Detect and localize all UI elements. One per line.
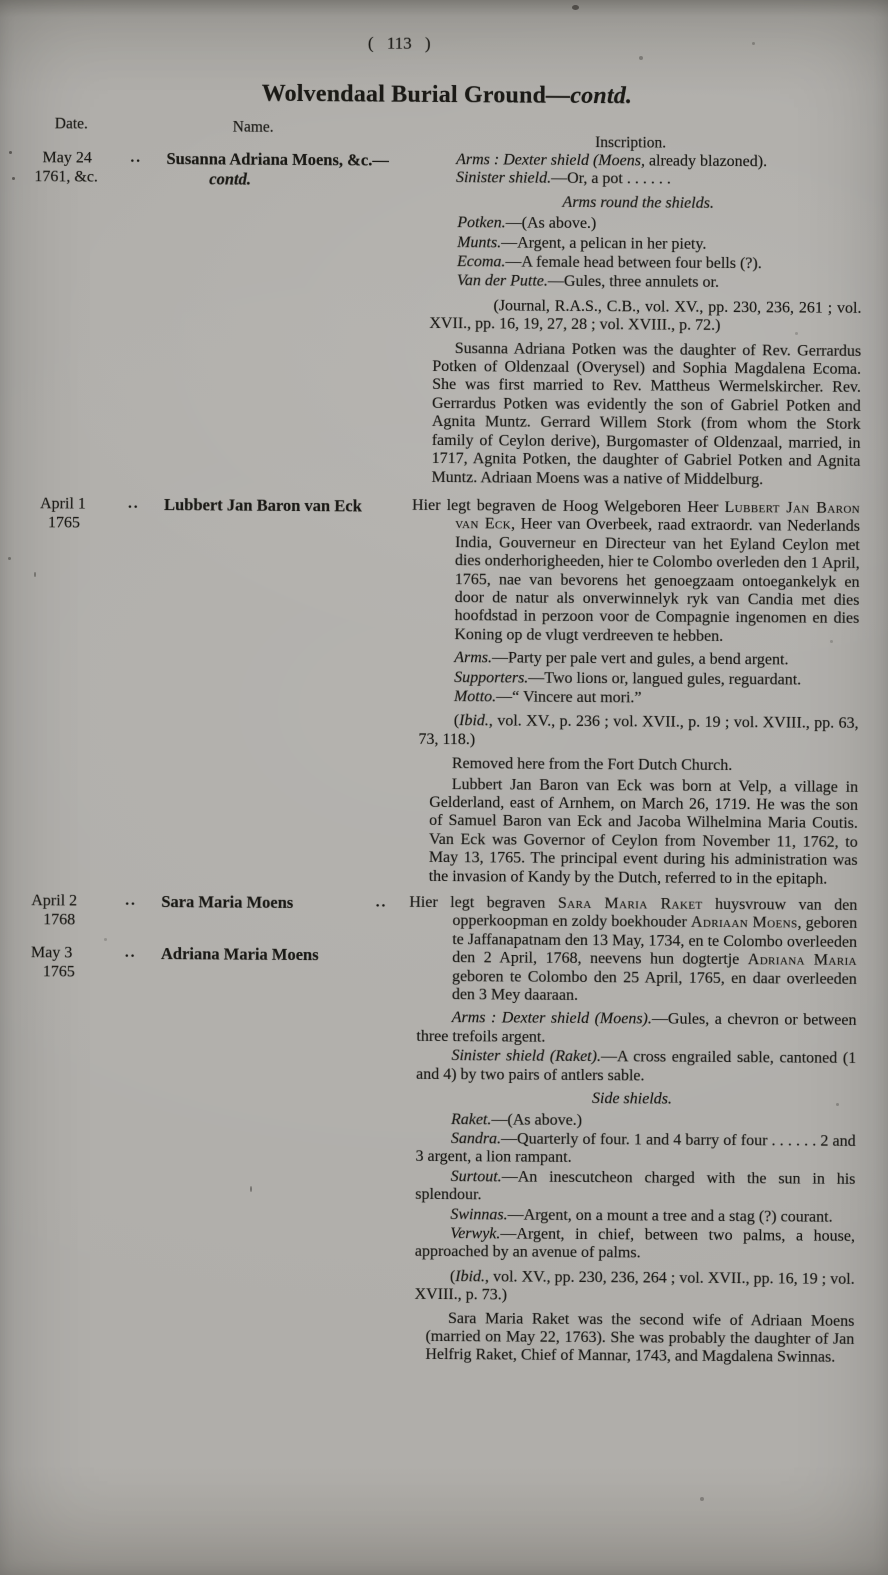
blazon-text: —“ Vincere aut mori.” [496, 688, 642, 707]
epitaph-text: Hier legt begraven [409, 893, 558, 912]
entry2-supporters [419, 668, 859, 689]
entry1-date [32, 148, 130, 188]
entry3-date1-line2: 1768 [43, 911, 76, 929]
page-title-contd: —contd. [546, 82, 633, 110]
entry2-citation [418, 712, 858, 752]
blazon-term: Surtout. [450, 1167, 502, 1186]
entry3-leader-dots1: .. [125, 892, 137, 909]
entry-susanna-adriana-moens [30, 148, 862, 490]
citation-ibid: Ibid. [455, 1267, 486, 1286]
epitaph-smallcaps-name: Lubbert Jan Baron van Eck [455, 498, 861, 533]
blazon-term: Swinnas. [450, 1205, 508, 1223]
entry1-name-contd: contd. [209, 168, 252, 189]
blazon-term: Ecoma. [456, 253, 506, 271]
blazon-text: —(As above.) [491, 1110, 583, 1129]
entry3-arms-sinister [416, 1047, 856, 1087]
entry3-blazon-swinnas [415, 1205, 855, 1226]
entry2-leader-dots: .. [128, 495, 140, 512]
citation-text: , vol. XV., p. 236 ; vol. XVII., p. 19 ; vol. XVIII., pp. 63, 73, 118.) [418, 712, 859, 749]
blazon-text: —Two lions or, langued gules, reguardant. [528, 669, 802, 689]
blazon-term: Arms. [454, 649, 493, 667]
entry1-date-line2: 1761, &c. [34, 168, 98, 186]
blazon-term: Verwyk. [450, 1224, 501, 1243]
entry3-row1 [27, 891, 409, 932]
entry1-name-line1: Susanna Adriana Moens, &c.— [166, 149, 389, 170]
entry1-arms-roman: already blazoned). [644, 152, 768, 171]
entry2-date [30, 494, 128, 533]
entry1-biography: Susanna Adriana Potken was the daughter of Rev. Gerrardus Potken of Oldenzaal (Overysel) and Sophia Magdalena Ecoma. She was first married to Rev. Mattheus Wermelskircher. Rev. Gerrardus Potken was evidently the son of Gabriel Potken and Agnita Muntz. Gerrard Willem Stork (from whom the Stork family of Ceylon derive), Burgomaster of Oldenzaal, married, in 1717, Agnita Potken, the daughter of Gabriel Potken and Agnita Muntz. Adriaan Moens was a native of Middelburg. [431, 339, 862, 488]
blazon-text: —Argent, a pelican in her piety. [501, 234, 707, 253]
scan-speck [8, 557, 11, 560]
entry3-date2 [27, 943, 125, 982]
blazon-text: —A cross engrailed sable, cantoned (1 and 4) by two pairs of antlers sable. [416, 1048, 857, 1085]
entry1-name [166, 149, 414, 190]
citation-paren: ( [449, 1267, 456, 1285]
entry2-inscription [409, 497, 860, 889]
column-headers [3, 115, 888, 152]
entry3-name1 [161, 892, 409, 932]
citation-ibid: Ibid. [459, 712, 489, 730]
entry2-date-line2: 1765 [47, 514, 81, 532]
blazon-term: Arms : Dexter shield (Moens). [451, 1009, 652, 1028]
entry3-biography: Sara Maria Raket was the second wife of Adriaan Moens (married on May 22, 1763). She was probably the daughter of Jan Helfrig Raket, Chief of Mannar, 1743, and Magdalena Swinnas. [425, 1309, 855, 1367]
entry3-blazon-surtout [415, 1168, 855, 1208]
register-entries [0, 148, 888, 1368]
entry2-note-removed: Removed here from the Fort Dutch Church. [451, 755, 733, 775]
entry1-arms-line [414, 151, 862, 191]
entry3-blazon-raket [416, 1110, 856, 1131]
entry3-row2 [27, 943, 409, 984]
entry1-center-heading: Arms round the shields. [562, 193, 714, 212]
entry2-name-line1: Lubbert Jan Baron van Eck [164, 494, 362, 516]
blazon-text: —Party per pale vert and gules, a bend argent. [491, 649, 789, 669]
entry1-blazon-vanderputte [422, 272, 862, 293]
scan-speck [12, 177, 15, 180]
epitaph-text: geboren te Colombo den 25 April, 1765, en daar overleeden den 3 Mey daaraan. [451, 967, 857, 1005]
epitaph-text: , Heer van Overbeek, raad extraordr. van Nederlands India, Gouverneur en Directeur van het Eyland Ceylon met dies onderhorigheeden, hier te Colombo overleden den 1 April, 1765, nae van bevorens het genoegzaam ontoegankelyk en door de natur als onverwinnelyk ryk van Candia met dies hoofdstad in perzoon voor de Compagnie ingenomen en dies Koning op de vlugt verdreeven te hebben. [454, 515, 861, 645]
entry1-inscription [412, 151, 862, 490]
entry3-date1-line1: April 2 [31, 892, 78, 910]
citation-text: , vol. XV., pp. 230, 236, 264 ; vol. XVII., pp. 16, 19 ; vol. XVIII., p. 73.) [414, 1268, 855, 1304]
entry3-citation [415, 1268, 855, 1308]
epitaph-smallcaps-name: Adriaan Moens [690, 914, 798, 932]
entry-lubbert-jan-baron-van-eck [27, 494, 860, 889]
entry2-date-line1: April 1 [40, 495, 86, 513]
blazon-text: —Gules, three annulets or. [547, 273, 720, 292]
blazon-text: —Gules, a chevron or between three trefoils argent. [416, 1010, 857, 1046]
entry3-center-heading: Side shields. [591, 1090, 673, 1108]
scan-speck [830, 640, 833, 643]
scan-speck [752, 42, 755, 45]
blazon-term: Motto. [453, 688, 497, 706]
epitaph-text: Hier legt begraven de Hoog Welgeboren Heer [412, 496, 725, 516]
blazon-text: —An inescutcheon charged with the sun in his splendour. [415, 1168, 856, 1204]
column-header-name: Name. [232, 118, 274, 136]
scan-speck [700, 1497, 704, 1501]
blazon-text: —Argent, on a mount a tree and a stag (?) courant. [507, 1205, 833, 1226]
entry3-leader-dots2: .. [124, 944, 137, 961]
entry1-sinister-roman: —Or, a pot . . . . . . [551, 170, 671, 188]
blazon-term: Sandra. [450, 1129, 502, 1148]
epitaph-text: huysvrouw van den opperkoopman en zoldy boekhouder [452, 895, 858, 932]
epitaph-smallcaps-name: Adriana Maria [747, 951, 857, 970]
blazon-text: —Argent, in chief, between two palms, a house, approached by an avenue of palms. [414, 1225, 856, 1262]
entry2-epitaph [411, 497, 860, 647]
entry-sara-maria-moens [24, 891, 857, 1368]
scan-speck [9, 151, 12, 154]
epitaph-text: , geboren te Jaffanapatnam den 13 May, 1734, en te Colombo overleeden den 2 April, 1768, neevens hun dogtertje [452, 914, 858, 969]
blazon-term: Supporters. [454, 668, 529, 687]
entry1-citation: (Journal, R.A.S., C.B., vol. XV., pp. 230, 236, 261 ; vol. XVII., pp. 16, 19, 27, 28 ; vol. XVIII., p. 72.) [429, 297, 862, 335]
entry3-name2-text: Adriana Maria Moens [160, 944, 319, 965]
entry1-leader-dots: .. [130, 149, 143, 166]
column-header-date: Date. [54, 115, 88, 133]
entry1-blazon-potken [422, 214, 862, 235]
scan-speck [639, 56, 643, 60]
entry2-arms [419, 649, 859, 670]
blazon-text: —Quarterly of four. 1 and 4 barry of four . . . . . . 2 and 3 argent, a lion rampant. [415, 1130, 856, 1167]
entry1-date-line1: May 24 [42, 149, 92, 167]
blazon-text: —A female head between four bells (?). [505, 253, 762, 273]
blazon-term: Raket. [450, 1110, 492, 1128]
scan-speck [572, 5, 579, 10]
entry2-biography: Lubbert Jan Baron van Eck was born at Velp, a village in Gelderland, east of Arnhem, on March 26, 1719. He was the son of Samuel Baron van Eck and Jacoba Wilhelmina Maria Coutis. Van Eck was Governor of Ceylon from November 11, 1762, to May 13, 1765. The principal event during his administration was the invasion of Kandy by the Dutch, referred to in the epitaph. [428, 775, 859, 888]
page-number: ( 113 ) [367, 33, 431, 53]
citation-paren: ( [453, 712, 460, 730]
entry3-arms-dexter [416, 1009, 856, 1049]
entry3-left [27, 891, 410, 984]
blazon-text: —(As above.) [505, 214, 597, 233]
page-title [3, 79, 888, 112]
scan-speck [795, 332, 798, 335]
entry3-date2-line2: 1765 [42, 963, 75, 981]
entry3-blazon-verwyk [415, 1225, 855, 1265]
entry2-name [164, 495, 412, 535]
entry1-arms-italic: Arms : Dexter shield (Moens, [456, 151, 645, 170]
entry3-name2 [161, 944, 409, 984]
blazon-term: Sinister shield (Raket). [451, 1047, 601, 1066]
epitaph-smallcaps-name: Sara Maria Raket [557, 894, 703, 913]
scan-speck [34, 572, 36, 577]
blazon-term: Potken. [457, 214, 506, 232]
scan-speck [250, 1186, 252, 1192]
scan-speck [836, 1103, 839, 1106]
entry2-motto [419, 688, 859, 709]
entry2-row [30, 494, 412, 535]
blazon-term: Van der Putte. [456, 272, 548, 291]
blazon-term: Munts. [457, 233, 502, 252]
entry1-blazon-ecoma [422, 253, 862, 274]
entry1-left [32, 148, 414, 190]
entry3-date1 [27, 891, 125, 930]
entry1-sinister-italic: Sinister shield. [455, 169, 552, 188]
entry3-date2-line1: May 3 [30, 944, 73, 962]
entry3-blazon-sandra [415, 1130, 855, 1170]
scan-speck [104, 938, 107, 941]
entry1-blazon-munts [422, 233, 862, 254]
entry3-name1-text: Sara Maria Moens [161, 892, 294, 912]
page-title-main: Wolvendaal Burial Ground [261, 80, 547, 109]
entry3-inscription [406, 894, 857, 1368]
entry3-name1-dots: .. [375, 894, 388, 911]
entry1-row [32, 148, 414, 190]
column-header-inscription: Inscription. [595, 134, 667, 152]
entry3-epitaph [409, 894, 858, 1008]
entry2-left [30, 494, 412, 535]
